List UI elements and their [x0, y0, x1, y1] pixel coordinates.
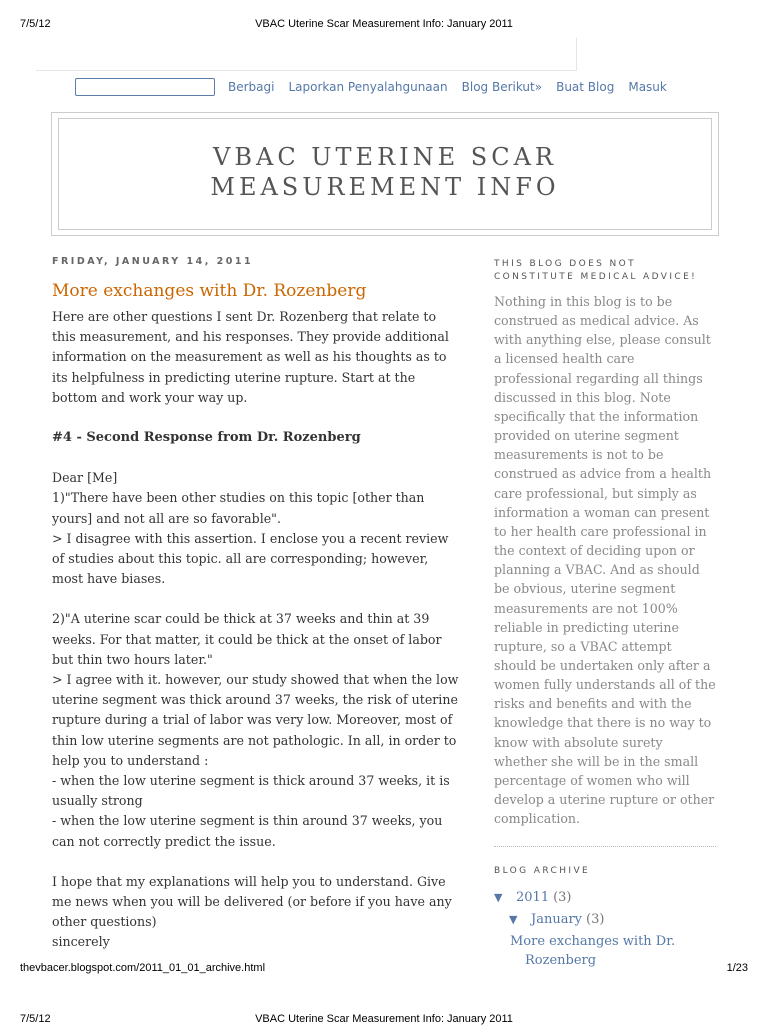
archive-year-row	[494, 886, 716, 908]
answer-1: > I disagree with this assertion. I enclose you a recent review of studies about this topic. all are corresponding; however, most have biases.	[52, 530, 449, 587]
nav-next-blog-link[interactable]: Blog Berikut»	[461, 80, 543, 94]
sidebar	[494, 258, 716, 970]
nav-report-abuse-link[interactable]: Laporkan Penyalahgunaan	[288, 80, 448, 94]
print-title: VBAC Uterine Scar Measurement Info: January 2011	[255, 18, 513, 30]
print-page-number: 1/23	[726, 962, 748, 974]
post-intro: Here are other questions I sent Dr. Rozenberg that relate to this measurement, and his responses. They provide additional information on the measurement as well as his thoughts as to its helpfulness in predicting uterine rupture. Start at the bottom and work your way up.	[52, 309, 449, 405]
print-title: VBAC Uterine Scar Measurement Info: January 2011	[255, 1013, 513, 1025]
archive-heading: BLOG ARCHIVE	[494, 866, 591, 877]
archive-post-link[interactable]: More exchanges with Dr. Rozenberg	[510, 934, 676, 969]
archive-month-link[interactable]: January	[531, 911, 583, 927]
post-body	[52, 307, 462, 953]
signoff: sincerely	[52, 934, 110, 950]
main-column	[52, 256, 462, 953]
question-2: 2)"A uterine scar could be thick at 37 weeks and thin at 39 weeks. For that matter, it could be thick at the onset of labor but thin two hours later."	[52, 611, 442, 667]
archive-year-count: (3)	[553, 889, 572, 905]
blog-archive	[494, 886, 716, 970]
question-1: 1)"There have been other studies on this topic [other than yours] and not all are so favorable".	[52, 490, 425, 526]
bullet-1: - when the low uterine segment is thick around 37 weeks, it is usually strong	[52, 773, 450, 809]
blogger-navbar	[75, 76, 681, 98]
closing: I hope that my explanations will help you to understand. Give me news when you will be delivered (or before if you have any other questions)	[52, 873, 452, 930]
disclaimer-text: Nothing in this blog is to be construed as medical advice. As with anything else, please consult a licensed health care professional regarding all things discussed in this blog. Note specifically that the information provided on uterine segment measurements is not to be construed as advice from a health care professional, but simply as information a woman can present to her health care professional in the context of deciding upon or planning a VBAC. And as should be obvious, uterine segment measurements are not 100% reliable in predicting uterine rupture, so a VBAC attempt should be undertaken only after a women fully understands all of the risks and benefits and with the knowledge that there is no way to know with absolute surety whether she will be in the small percentage of women who will develop a uterine rupture or other complication.	[494, 294, 716, 827]
search-input[interactable]	[75, 78, 215, 96]
nav-create-blog-link[interactable]: Buat Blog	[556, 80, 615, 94]
answer-2: > I agree with it. however, our study showed that when the low uterine segment was thick around 37 weeks, the risk of uterine rupture during a trial of labor was very low. Moreover, most of thin low uterine segments are not pathologic. In all, in order to help you to understand :	[52, 672, 459, 768]
archive-month-row	[494, 908, 716, 930]
blog-title[interactable]	[59, 142, 711, 202]
blog-header	[51, 112, 719, 236]
response-heading: #4 - Second Response from Dr. Rozenberg	[52, 430, 361, 446]
collapse-toggle-icon[interactable]: ▼	[494, 890, 503, 904]
print-url: thevbacer.blogspot.com/2011_01_01_archive.html	[20, 962, 266, 974]
blog-title-line1: VBAC UTERINE SCAR	[213, 143, 557, 171]
print-date: 7/5/12	[20, 18, 51, 30]
blog-title-line2: MEASUREMENT INFO	[210, 173, 560, 201]
nav-sign-in-link[interactable]: Masuk	[628, 80, 667, 94]
archive-month-count: (3)	[586, 911, 605, 927]
collapse-toggle-icon[interactable]: ▼	[509, 912, 518, 926]
post-title[interactable]: More exchanges with Dr. Rozenberg	[52, 281, 367, 301]
top-frame-rule	[36, 38, 577, 71]
bullet-2: - when the low uterine segment is thin around 37 weeks, you can not correctly predict the issue.	[52, 813, 443, 849]
print-date: 7/5/12	[20, 1013, 51, 1025]
nav-share-link[interactable]: Berbagi	[228, 80, 275, 94]
post-date: FRIDAY, JANUARY 14, 2011	[52, 256, 254, 267]
blog-header-inner	[58, 118, 712, 230]
salutation: Dear [Me]	[52, 470, 118, 486]
disclaimer-heading: THIS BLOG DOES NOT CONSTITUTE MEDICAL ADVICE!	[494, 259, 698, 282]
archive-year-link[interactable]: 2011	[516, 889, 550, 905]
sidebar-divider	[494, 846, 716, 847]
